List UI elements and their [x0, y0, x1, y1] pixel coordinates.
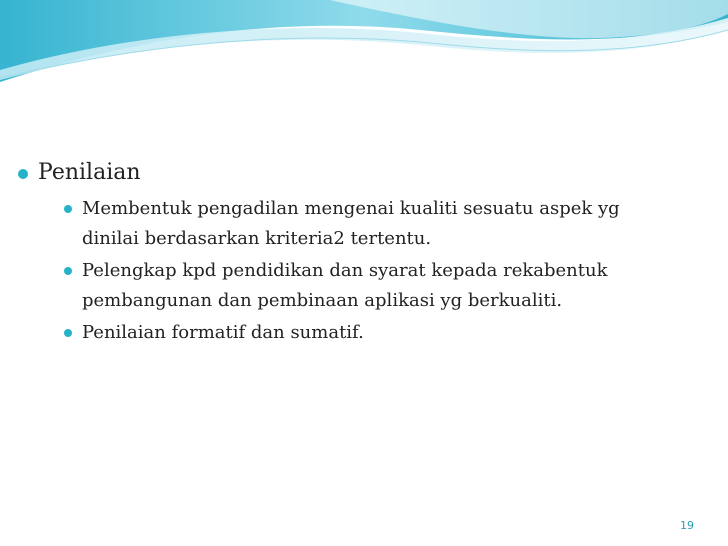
bullet-heading [18, 158, 708, 188]
list-item [64, 256, 688, 316]
list-item-text: Membentuk pengadilan mengenai kualiti sesuatu aspek yg dinilai berdasarkan kriteria2 tertentu. [82, 198, 620, 249]
bullet-icon [64, 267, 72, 275]
bullet-icon [64, 205, 72, 213]
heading-text: Penilaian [38, 160, 141, 185]
wave-header-decoration [0, 0, 728, 95]
list-item-text: Penilaian formatif dan sumatif. [82, 322, 364, 343]
page-number: 19 [680, 519, 694, 532]
list-item [64, 194, 688, 254]
list-item-text: Pelengkap kpd pendidikan dan syarat kepada rekabentuk pembangunan dan pembinaan aplikasi yg berkualiti. [82, 260, 608, 311]
sub-bullet-list [64, 194, 708, 348]
list-item [64, 318, 688, 348]
bullet-icon [64, 329, 72, 337]
bullet-icon [18, 169, 28, 179]
content-area [18, 158, 708, 350]
